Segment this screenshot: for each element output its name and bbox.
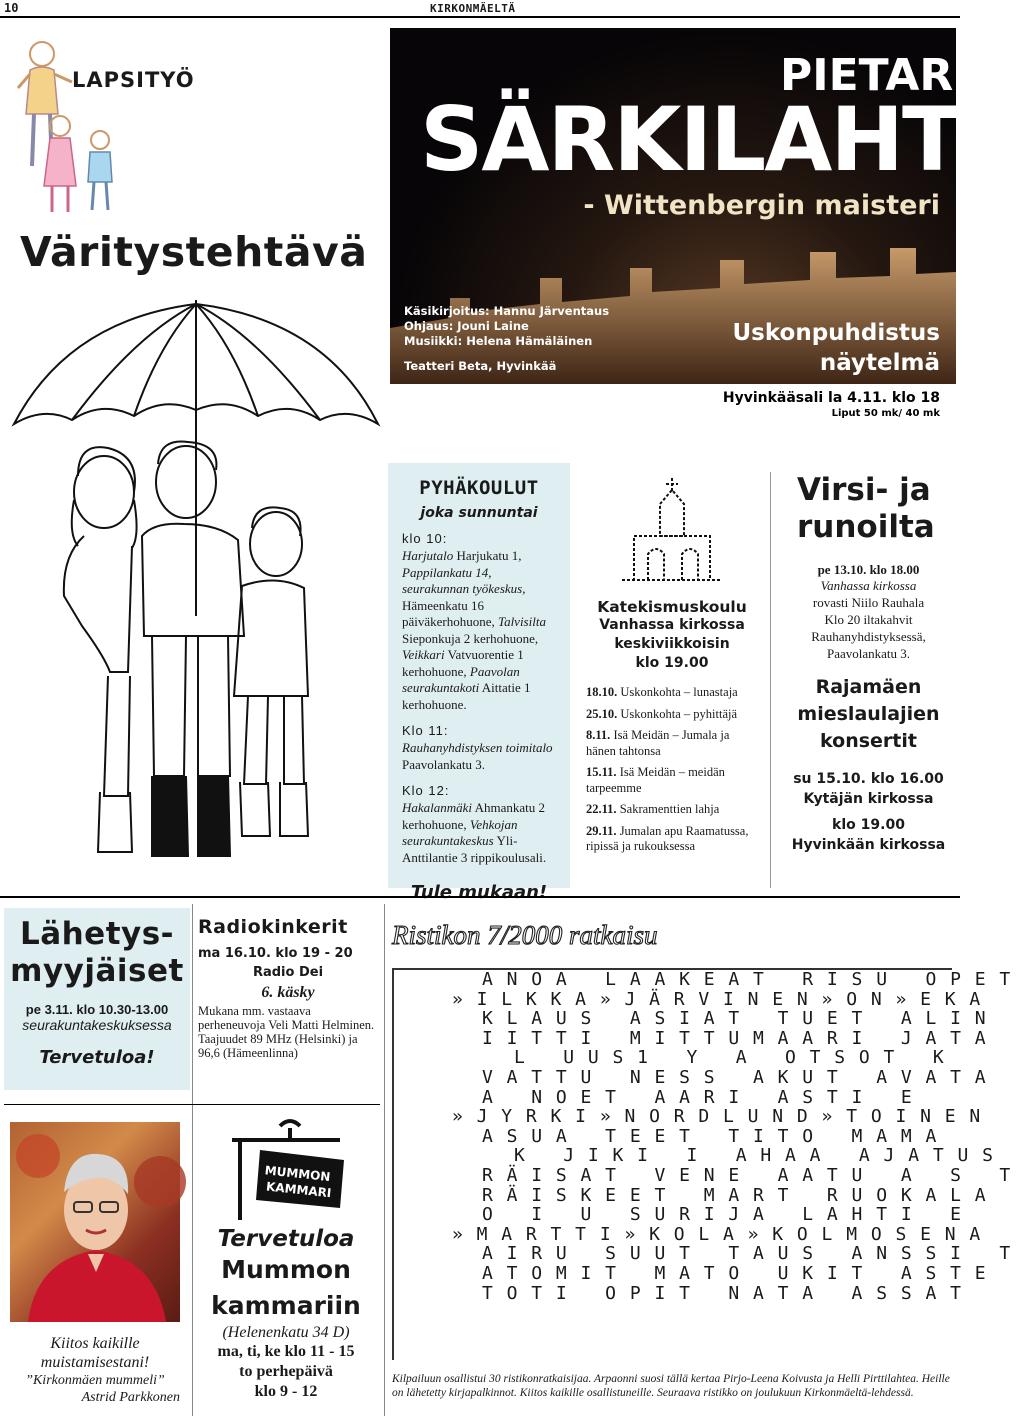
poster-venue: Hyvinkääsali la 4.11. klo 18	[722, 390, 940, 406]
column-divider	[384, 904, 385, 1416]
catechism-title: Katekismuskoulu	[597, 598, 747, 616]
hymn-line-1: rovasti Niilo Rauhala	[812, 595, 925, 610]
radio-text: Mukana mm. vastaava perheneuvoja Veli Matti Helminen. Taajuudet 89 MHz (Helsinki) ja 96,6 (Hämeenlinna)	[198, 1004, 375, 1060]
list-item: 8.11. Isä Meidän – Jumala ja hänen tahtonsa	[586, 728, 730, 758]
hanging-sign-icon	[220, 1120, 360, 1228]
woman-portrait-icon	[10, 1122, 180, 1322]
catechism-list	[586, 685, 758, 855]
column-divider	[192, 904, 193, 1416]
catechism-when: keskiviikkoisin	[614, 636, 730, 652]
sign-text-2: KAMMARI	[265, 1179, 333, 1201]
divider	[4, 1104, 380, 1105]
crossword-row: TOTI OPIT NATA ASSAT	[482, 1282, 975, 1304]
concert-title-2: mieslaulajien	[797, 703, 940, 725]
crossword-row: VATTU NESS AKUT AVATA	[482, 1066, 1000, 1088]
catechism-place: Vanhassa kirkossa	[599, 617, 745, 633]
coloring-picture	[8, 296, 384, 876]
crossword-footnote: Kilpailuun osallistui 30 ristikonratkaisijaa. Arpaonni suosi tällä kertaa Pirjo-Leena Koivusta ja Helli Pirttilahtea. Heille on lähetetty kirjapalkinnot. Kiitos kaikille osallistuneille. Seuraava ristikko on joulukuun Kirkonmäeltä-lehdessä.	[392, 1373, 950, 1399]
lapsityo-logo	[6, 36, 196, 206]
hymn-line-4: Paavolankatu 3.	[826, 646, 911, 661]
granny-days: ma, ti, ke klo 11 - 15	[217, 1343, 355, 1360]
play-poster	[390, 28, 991, 448]
granny-friday: to perhepäivä	[239, 1363, 333, 1380]
sign-text-1: MUMMON	[264, 1163, 332, 1185]
genre-line-2: näytelmä	[819, 350, 940, 376]
mission-title-2: myyjäiset	[10, 953, 184, 989]
divider	[0, 896, 960, 898]
hymn-line-3: Rauhanyhdistyksessä,	[811, 629, 926, 644]
thanks-signature-1: ”Kirkonmäen mummeli”	[25, 1373, 165, 1388]
radio-topic: 6. käsky	[261, 984, 315, 1001]
hymn-time: pe 13.10. klo 18.00	[817, 562, 920, 577]
crossword-row: L UUS1 Y A OTSOT K	[514, 1047, 958, 1069]
concert-title-1: Rajamäen	[815, 676, 922, 698]
hymn-place: Vanhassa kirkossa	[820, 578, 917, 593]
granny-name-2: kammariin	[211, 1291, 361, 1320]
hymn-line-2: Klo 20 iltakahvit	[824, 612, 913, 627]
radio-station: Radio Dei	[252, 965, 324, 980]
page-number: 10	[4, 1, 19, 15]
sunday-school-title: PYHÄKOULUT	[419, 477, 539, 499]
grannys-room	[196, 1120, 376, 1402]
credit-director: Ohjaus: Jouni Laine	[404, 319, 529, 333]
poster-genre	[732, 318, 940, 378]
paper-name: KIRKONMÄELTÄ	[430, 2, 516, 15]
coloring-title: Väritystehtävä	[20, 228, 368, 276]
time-10: klo 10:	[402, 531, 448, 546]
sunday-school-box	[388, 463, 570, 903]
mission-welcome: Tervetuloa!	[39, 1047, 155, 1068]
poster-title-main: SÄRKILAHTI	[420, 88, 991, 191]
granny-name-1: Mummon	[221, 1255, 351, 1284]
hymn-evening	[770, 472, 956, 888]
thanks-line-2: muistamisestani!	[40, 1354, 150, 1371]
granny-welcome: Tervetuloa	[217, 1226, 355, 1252]
church-icon	[612, 476, 732, 584]
crossword-row: ANOA LAAKEAT RISU OPET	[482, 969, 1024, 990]
time-12: Klo 12:	[402, 783, 450, 798]
crossword-row: O I U SURIJA LAHTI E	[482, 1204, 975, 1226]
crossword-row: ASUA TEET TITO MAMA	[482, 1125, 951, 1147]
concert-time-2: klo 19.00	[832, 817, 905, 833]
crossword-row: »JYRKI»NORDLUND»TOINEN	[452, 1106, 995, 1128]
credit-theatre: Teatteri Beta, Hyvinkää	[404, 359, 557, 373]
lapsityo-badge: LAPSITYÖ	[72, 68, 195, 92]
radio-title: Radiokinkerit	[198, 916, 348, 938]
thanks-signature-2: Astrid Parkkonen	[81, 1390, 180, 1405]
mission-place: seurakuntakeskuksessa	[22, 1017, 172, 1033]
credit-music: Musiikki: Helena Hämäläinen	[404, 334, 593, 348]
concert-place-1: Kytäjän kirkossa	[803, 791, 934, 807]
mission-title-1: Lähetys-	[19, 916, 175, 952]
crossword-row: KLAUS ASIAT TUET ALIN	[482, 1008, 1000, 1030]
crossword-row: RÄISAT VENE AATU A S T	[482, 1164, 1024, 1186]
poster-tickets: Liput 50 mk/ 40 mk	[831, 408, 940, 419]
mission-sale-box	[4, 908, 190, 1090]
crossword-row: RÄISKEET MART RUOKALA	[482, 1184, 1000, 1206]
crossword-row: AIRU SUUT TAUS ANSSI T	[482, 1243, 1024, 1265]
catechism-school	[586, 476, 758, 861]
list-item: 25.10. Uskonkohta – pyhittäjä	[586, 706, 738, 721]
crossword-row: K JIKI I AHAA AJATUS	[514, 1145, 1007, 1167]
mission-date: pe 3.11. klo 10.30-13.00	[25, 1002, 169, 1017]
granny-address: (Helenenkatu 34 D)	[222, 1324, 350, 1341]
children-logo-icon	[6, 36, 196, 206]
list-item: 29.11. Jumalan apu Raamatussa, ripissä ja rukouksessa	[586, 823, 749, 853]
sunday-school-subtitle: joka sunnuntai	[420, 505, 538, 521]
time-11: Klo 11:	[402, 723, 449, 738]
crossword-row: »MARTTI»KOLA»KOLMOSENA	[452, 1223, 995, 1245]
concert-time-1: su 15.10. klo 16.00	[793, 771, 944, 787]
hymn-title-2: runoilta	[797, 509, 935, 545]
places-11: Rauhanyhdistyksen toimitalo Paavolankatu 3.	[402, 740, 553, 772]
thanks-note	[10, 1334, 180, 1406]
poster-title-top: PIETARI	[780, 50, 970, 101]
poster-subtitle: - Wittenbergin maisteri	[583, 190, 940, 221]
umbrella-children-drawing-icon	[8, 296, 384, 876]
list-item: 18.10. Uskonkohta – lunastaja	[586, 685, 738, 699]
list-item: 22.11. Sakramenttien lahja	[586, 802, 720, 816]
catechism-time: klo 19.00	[635, 655, 709, 671]
list-item: 15.11. Isä Meidän – meidän tarpeemme	[586, 765, 725, 795]
crossword-grid	[392, 968, 1024, 1360]
genre-line-1: Uskonpuhdistus	[732, 320, 940, 346]
portrait-photo	[10, 1122, 180, 1322]
radio-box	[198, 916, 378, 1060]
welcome-text: Tule mukaan!	[410, 882, 548, 903]
credit-script: Käsikirjoitus: Hannu Järventaus	[404, 304, 610, 318]
hymn-title-1: Virsi- ja	[797, 472, 931, 508]
crossword-title: Ristikon 7/2000 ratkaisu	[392, 920, 658, 950]
crossword-row: IITTI MITTUMAARI JATA	[482, 1027, 1000, 1049]
places-12: Hakalanmäki Ahmankatu 2 kerhohuone, Vehkojan seurakuntakeskus Yli-Anttilantie 3 rippikoulusali.	[402, 800, 547, 865]
concert-place-2: Hyvinkään kirkossa	[791, 837, 946, 853]
crossword-row: »ILKKA»JÄRVINEN»ON»EKA	[452, 988, 995, 1010]
granny-friday-time: klo 9 - 12	[254, 1383, 318, 1400]
concert-title-3: konsertit	[820, 730, 917, 752]
radio-time: ma 16.10. klo 19 - 20	[198, 946, 353, 961]
thanks-line-1: Kiitos kaikille	[50, 1335, 140, 1352]
places-10: Harjutalo Harjukatu 1, Pappilankatu 14, seurakunnan työkeskus, Hämeenkatu 16 päiväkerhohuone, Talvisilta Sieponkuja 2 kerhohuone, Veikkari Vatvuorentie 1 kerhohuone, Paavolan seurakuntakoti Aittatie 1 kerhohuone.	[402, 548, 546, 712]
crossword-row: A NOET AARI ASTI E	[482, 1086, 926, 1108]
crossword-row: ATOMIT MATO UKIT ASTE	[482, 1262, 1000, 1284]
poster-credits	[404, 304, 609, 374]
